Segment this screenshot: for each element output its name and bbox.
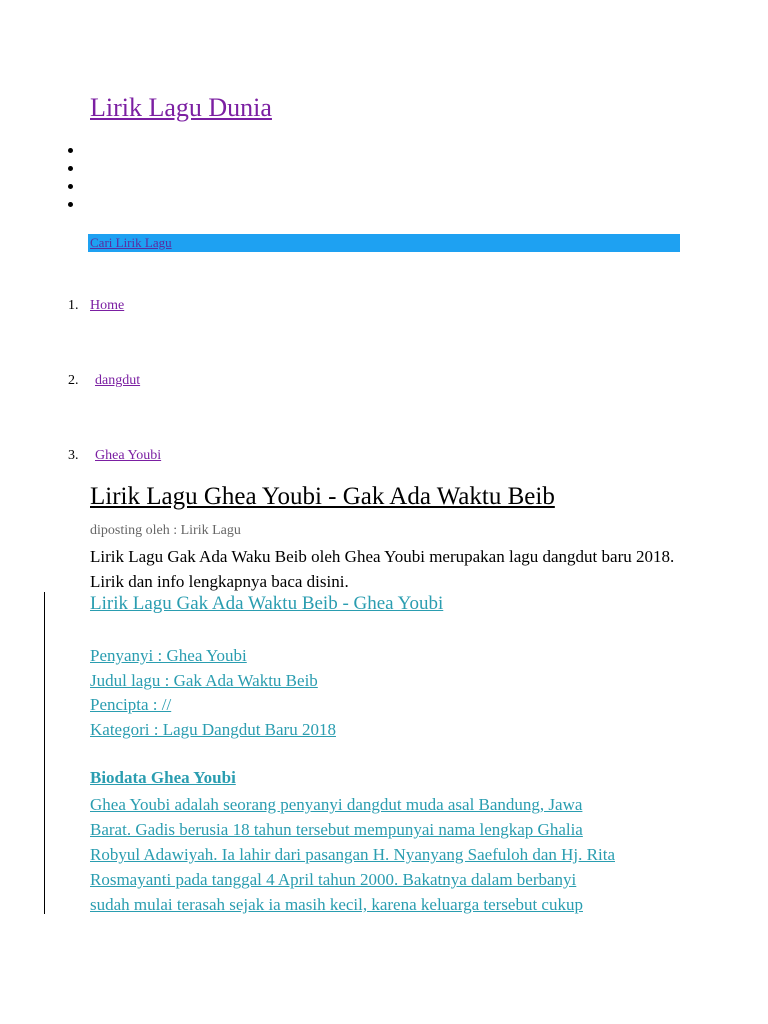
bullet-icon bbox=[68, 202, 73, 207]
breadcrumb-link-dangdut[interactable]: dangdut bbox=[95, 373, 141, 388]
site-title-link[interactable]: Lirik Lagu Dunia bbox=[90, 93, 272, 122]
song-title-link[interactable]: Lirik Lagu Gak Ada Waktu Beib - Ghea Youbi bbox=[90, 593, 444, 614]
breadcrumb-item-home bbox=[68, 298, 124, 314]
song-info bbox=[90, 644, 336, 742]
search-bar[interactable] bbox=[88, 234, 680, 252]
breadcrumb-link-home[interactable]: Home bbox=[90, 298, 125, 313]
bio-line[interactable]: Rosmayanti pada tanggal 4 April tahun 2000. Bakatnya dalam berbanyi bbox=[90, 870, 577, 889]
info-singer-link[interactable]: Penyanyi : Ghea Youbi bbox=[90, 646, 247, 665]
post-intro: Lirik Lagu Gak Ada Waku Beib oleh Ghea Youbi merupakan lagu dangdut baru 2018. Lirik dan info lengkapnya baca disini. bbox=[90, 547, 675, 591]
bullet-icon bbox=[68, 166, 73, 171]
bullet-icon bbox=[68, 148, 73, 153]
breadcrumb-number: 1. bbox=[68, 298, 79, 313]
bio-line[interactable]: sudah mulai terasah sejak ia masih kecil, karena keluarga tersebut cukup bbox=[90, 895, 583, 914]
info-category-link[interactable]: Kategori : Lagu Dangdut Baru 2018 bbox=[90, 719, 336, 739]
breadcrumb-number: 2. bbox=[68, 373, 79, 388]
post-meta: diposting oleh : Lirik Lagu bbox=[90, 523, 241, 538]
breadcrumb-item-artist bbox=[68, 448, 161, 464]
bullet-icon bbox=[68, 184, 73, 189]
bio-line[interactable]: Barat. Gadis berusia 18 tahun tersebut mempunyai nama lengkap Ghalia bbox=[90, 820, 583, 839]
bio-text bbox=[90, 792, 690, 917]
breadcrumb-link-artist[interactable]: Ghea Youbi bbox=[95, 448, 162, 463]
post-title-link[interactable]: Lirik Lagu Ghea Youbi - Gak Ada Waktu Beib bbox=[90, 483, 555, 510]
info-title-link[interactable]: Judul lagu : Gak Ada Waktu Beib bbox=[90, 670, 318, 690]
info-composer-link[interactable]: Pencipta : // bbox=[90, 695, 172, 714]
bio-line[interactable]: Robyul Adawiyah. Ia lahir dari pasangan H. Nyanyang Saefuloh dan Hj. Rita bbox=[90, 845, 615, 864]
search-link[interactable]: Cari Lirik Lagu bbox=[90, 235, 172, 250]
breadcrumb-item-dangdut bbox=[68, 373, 140, 389]
content-divider bbox=[44, 592, 45, 914]
breadcrumb-number: 3. bbox=[68, 448, 79, 463]
post-title bbox=[90, 483, 555, 511]
bio-heading-link[interactable]: Biodata Ghea Youbi bbox=[90, 768, 236, 787]
bio-line[interactable]: Ghea Youbi adalah seorang penyanyi dangdut muda asal Bandung, Jawa bbox=[90, 795, 583, 814]
